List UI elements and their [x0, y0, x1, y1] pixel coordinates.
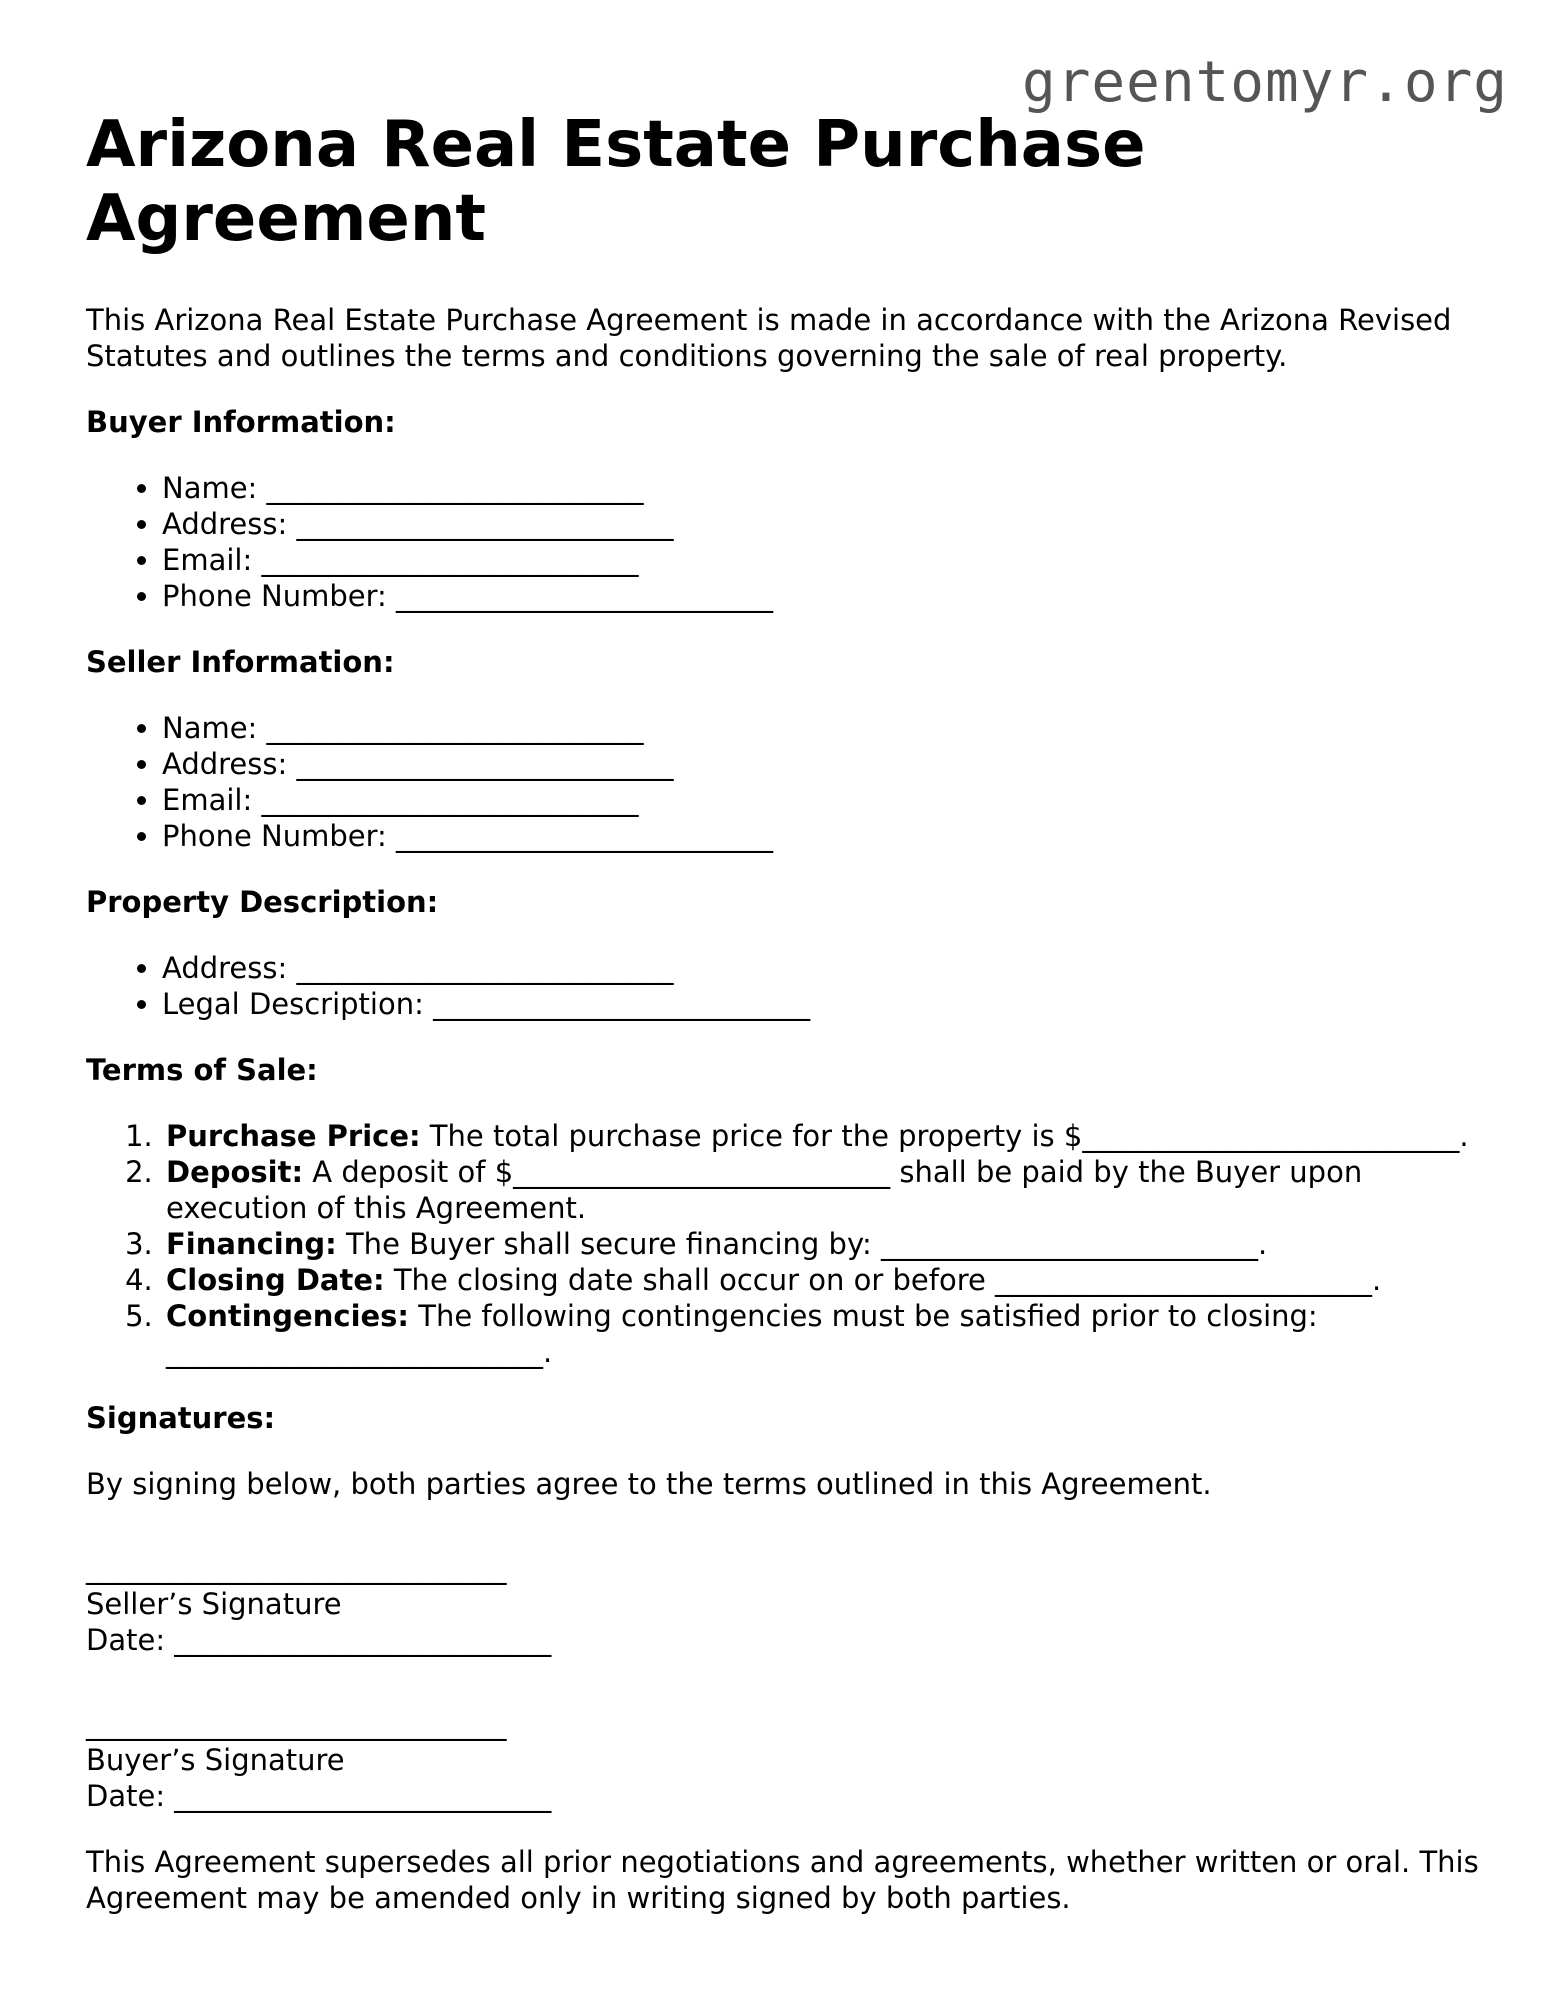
buyer-signature-label: Buyer’s Signature — [86, 1743, 345, 1777]
buyer-list — [86, 470, 1486, 614]
seller-name-field: • Name: __________________________ — [162, 710, 1486, 746]
term-text: The total purchase price for the property is $__________________________. — [420, 1119, 1469, 1153]
buyer-date-field: Date: __________________________ — [86, 1779, 552, 1813]
seller-phone-field: • Phone Number: __________________________ — [162, 818, 1486, 854]
term-label: Contingencies: — [166, 1299, 410, 1333]
seller-list — [86, 710, 1486, 854]
signatures-heading: Signatures: — [86, 1401, 276, 1435]
signatures-statement: By signing below, both parties agree to the terms outlined in this Agreement. — [86, 1467, 1212, 1501]
term-purchase-price — [162, 1118, 1486, 1154]
watermark: greentomyr.org — [1021, 50, 1508, 115]
term-text: The Buyer shall secure financing by: __________________________. — [336, 1227, 1268, 1261]
term-label: Deposit: — [166, 1155, 304, 1189]
buyer-name-field: • Name: __________________________ — [162, 470, 1486, 506]
term-contingencies — [162, 1298, 1486, 1370]
term-financing — [162, 1226, 1486, 1262]
seller-signature-line: _____________________________ — [86, 1551, 507, 1585]
page-title: Arizona Real Estate Purchase Agreement — [86, 108, 1146, 256]
buyer-signature-line: _____________________________ — [86, 1707, 507, 1741]
term-text: The closing date shall occur on or before __________________________. — [384, 1263, 1382, 1297]
term-closing-date — [162, 1262, 1486, 1298]
term-label: Financing: — [166, 1227, 337, 1261]
buyer-phone-field: • Phone Number: __________________________ — [162, 578, 1486, 614]
term-label: Purchase Price: — [166, 1119, 421, 1153]
intro-paragraph: This Arizona Real Estate Purchase Agreement is made in accordance with the Arizona Revised Statutes and outlines the terms and conditions governing the sale of real property. — [86, 303, 1452, 373]
property-address-field: • Address: __________________________ — [162, 950, 1486, 986]
terms-list — [86, 1118, 1486, 1370]
seller-email-field: • Email: __________________________ — [162, 782, 1486, 818]
property-legal-description-field: • Legal Description: __________________________ — [162, 986, 1486, 1022]
property-heading: Property Description: — [86, 885, 439, 919]
seller-date-field: Date: __________________________ — [86, 1623, 552, 1657]
closing-paragraph: This Agreement supersedes all prior negotiations and agreements, whether written or oral. This Agreement may be amended only in writing signed by both parties. — [86, 1845, 1479, 1915]
seller-heading: Seller Information: — [86, 645, 395, 679]
term-deposit — [162, 1154, 1486, 1226]
term-label: Closing Date: — [166, 1263, 385, 1297]
seller-address-field: • Address: __________________________ — [162, 746, 1486, 782]
term-text: A deposit of $__________________________ shall be paid by the Buyer upon execution of this Agreement. — [166, 1155, 1363, 1225]
term-text: The following contingencies must be satisfied prior to closing: __________________________. — [166, 1299, 1318, 1369]
terms-heading: Terms of Sale: — [86, 1053, 318, 1087]
buyer-signature-block — [86, 1706, 1486, 1814]
buyer-address-field: • Address: __________________________ — [162, 506, 1486, 542]
buyer-email-field: • Email: __________________________ — [162, 542, 1486, 578]
seller-signature-block — [86, 1550, 1486, 1658]
property-list — [86, 950, 1486, 1022]
seller-signature-label: Seller’s Signature — [86, 1587, 342, 1621]
buyer-heading: Buyer Information: — [86, 405, 396, 439]
document-page — [86, 108, 1486, 1916]
